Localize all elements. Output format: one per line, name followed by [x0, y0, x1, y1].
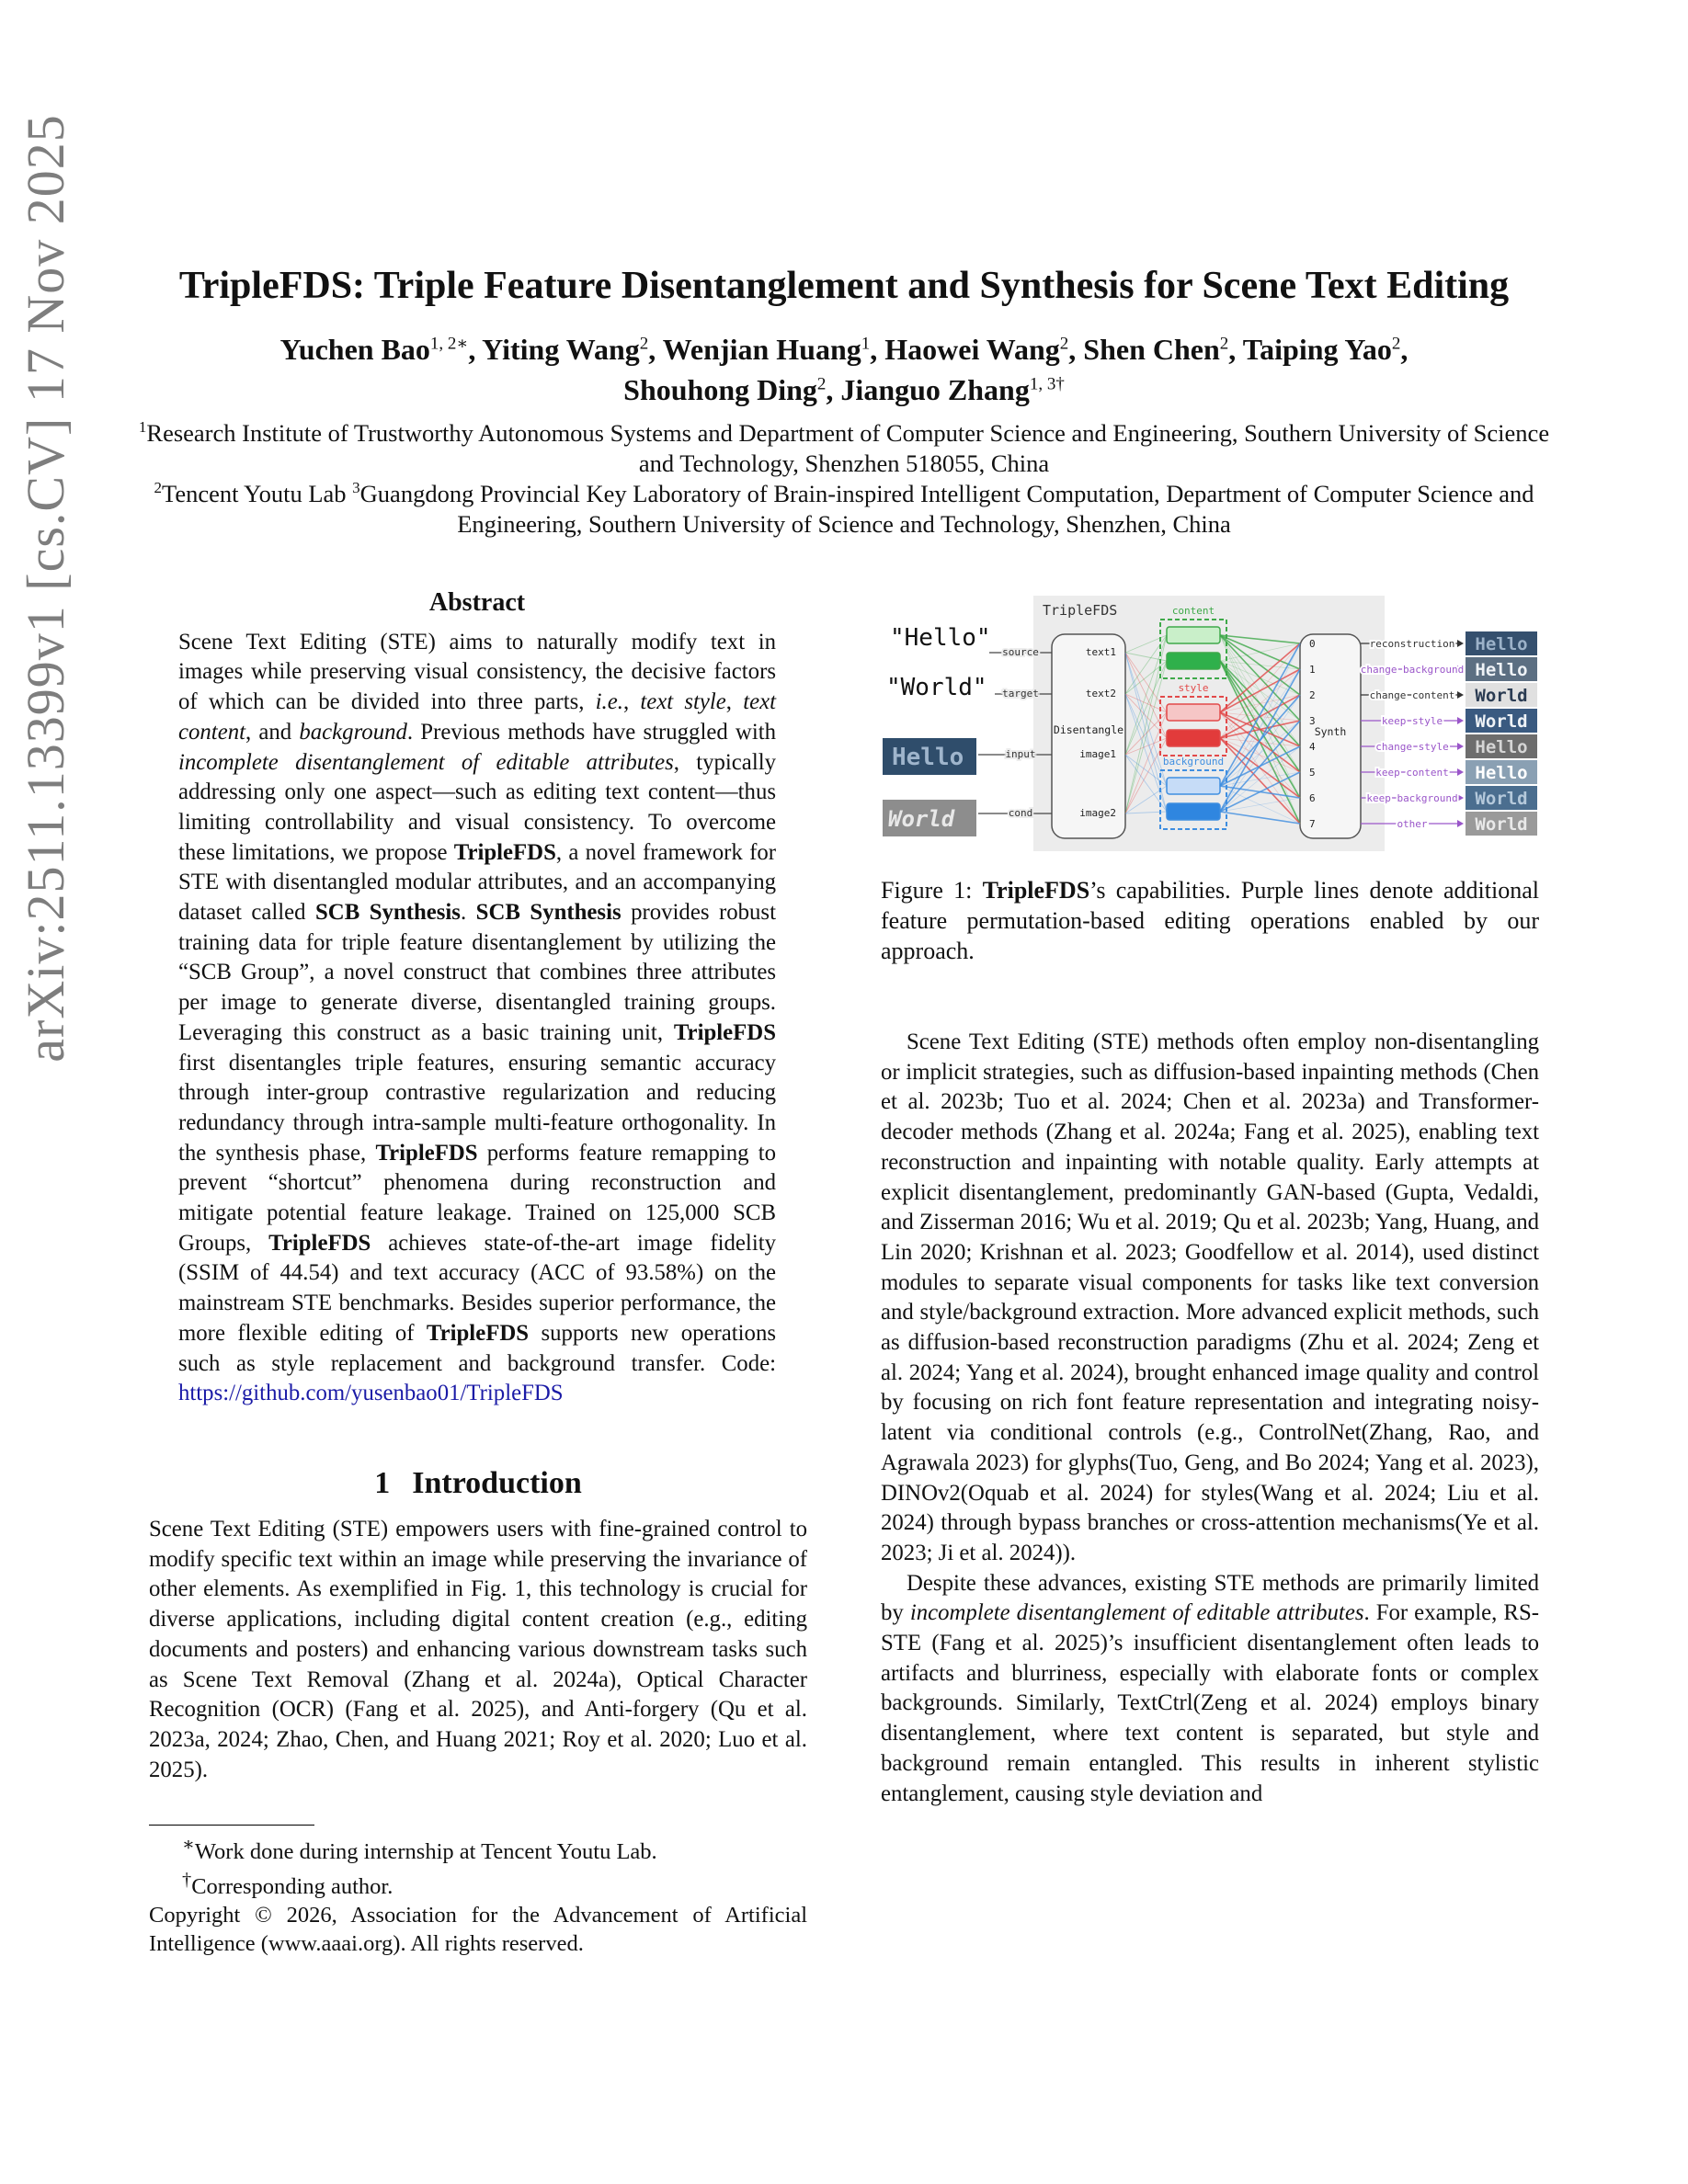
operation-arrowhead	[1457, 768, 1464, 776]
feature-a-background	[1167, 778, 1220, 794]
synth-slot-5: 5	[1309, 767, 1316, 779]
author-line-1: Yuchen Bao$^{1, 2∗}$, Yiting Wang$^2$, Wenjian Huang$^1$, Haowei Wang$^2$, Shen Chen$^2$, Taiping Yao$^2$,	[279, 333, 1409, 366]
author-affiliation-mark: 1	[861, 334, 871, 354]
synth-label: Synth	[1314, 725, 1347, 738]
author-name: Yuchen Bao	[279, 333, 430, 366]
input-label-source: source	[1002, 646, 1039, 658]
group-label-background: background	[1162, 756, 1225, 768]
disentangle-label: Disentangle	[1053, 723, 1124, 736]
operation-label: reconstruction	[1369, 638, 1455, 650]
encoder-slot-text1: text1	[1085, 646, 1116, 658]
feature-b-style	[1167, 730, 1220, 746]
author-affiliation-mark: 1, 2∗	[429, 334, 469, 354]
output-image-text: World	[1475, 686, 1528, 706]
encoder-slot-image2: image2	[1079, 807, 1116, 819]
affiliation-2-3: $^2$Tencent Youtu Lab $^3$Guangdong Provincial Key Laboratory of Brain-inspired Intelligent Computation, Department of Computer Science and Engineering, Southern University of Science and Technology, Shenzhen, China	[154, 479, 1534, 538]
input-word-world: "World"	[886, 674, 987, 701]
synth-slot-2: 2	[1309, 689, 1316, 701]
input-word-hello: "Hello"	[890, 624, 991, 652]
figure-1	[881, 596, 1539, 851]
operation-arrowhead	[1457, 794, 1464, 802]
feature-a-content	[1167, 627, 1220, 643]
operation-label: change content	[1369, 689, 1455, 701]
input-label-cond: cond	[1008, 807, 1033, 819]
author-list	[147, 329, 1541, 410]
output-image-text: World	[1475, 711, 1528, 732]
intro-heading: 1 Introduction	[374, 1466, 582, 1500]
abstract-heading: Abstract	[428, 588, 526, 617]
figure-1-diagram	[881, 596, 1539, 851]
output-image-text: Hello	[1475, 737, 1528, 757]
code-link[interactable]: https://github.com/yusenbao01/TripleFDS	[178, 1381, 564, 1406]
copyright-notice: Copyright © 2026, Association for the Advancement of Artificial Intelligence (www.aaai.org). All rights reserved.	[149, 1903, 807, 1957]
author-name: Haowei Wang	[884, 333, 1060, 366]
synth-slot-4: 4	[1309, 741, 1316, 753]
figure-1-caption: Figure 1: TripleFDS’s capabilities. Purple lines denote additional feature permutation-based editing operations enabled by our approach.	[881, 877, 1539, 964]
synth-slot-7: 7	[1309, 818, 1316, 830]
paper-title: TripleFDS: Triple Feature Disentanglement and Synthesis for Scene Text Editing	[178, 265, 1510, 307]
input-label-target: target	[1002, 688, 1039, 700]
affiliations	[138, 418, 1550, 540]
output-image-text: World	[1475, 789, 1528, 809]
footnote-2: †Corresponding author.	[182, 1870, 393, 1900]
feature-b-background	[1167, 803, 1220, 820]
group-label-style: style	[1178, 682, 1209, 694]
figure-title: TripleFDS	[1043, 602, 1118, 619]
output-image-text: Hello	[1475, 763, 1528, 783]
operation-arrowhead	[1457, 640, 1464, 647]
author-name: Wenjian Huang	[662, 333, 861, 366]
operation-label: keep background	[1366, 792, 1458, 804]
encoder-slot-text2: text2	[1085, 688, 1116, 700]
author-name: Shouhong Ding	[623, 373, 817, 406]
operation-label: other	[1397, 818, 1428, 830]
right-column-text	[881, 1028, 1539, 1809]
output-image-text: Hello	[1475, 634, 1528, 654]
synth-slot-3: 3	[1309, 715, 1316, 727]
author-affiliation-mark: 2	[816, 374, 827, 394]
paragraph-related-methods: Scene Text Editing (STE) methods often employ non-disentangling or implicit strategies, such as diffusion-based inpainting methods (Chen et al. 2023b; Tuo et al. 2024; Chen et al. 2023a) and Transformer-decoder methods (Zhang et al. 2024a; Fang et al. 2025), enabling text reconstruction and inpainting with notable quality. Early attempts at explicit disentanglement, predominantly GAN-based (Gupta, Vedaldi, and Zisserman 2016; Wu et al. 2019; Qu et al. 2023b; Yang, Huang, and Lin 2020; Krishnan et al. 2023; Goodfellow et al. 2014), used distinct modules to separate visual components for tasks like text conversion and style/background extraction. More advanced explicit methods, such as diffusion-based reconstruction paradigms (Zhu et al. 2024; Zeng et al. 2024; Yang et al. 2024), brought enhanced image quality and control by focusing on rich font feature representation and integrating noisy-latent via conditional controls (e.g., ControlNet(Zhang, Rao, and Agrawala 2023) for glyphs(Tuo, Geng, and Bo 2024; Yang et al. 2023), DINOv2(Oquab et al. 2024) for styles(Wang et al. 2024; Liu et al. 2024) through bypass branches or cross-attention mechanisms(Ye et al. 2023; Ji et al. 2024)).	[881, 1029, 1539, 1565]
operation-label: change background	[1360, 664, 1465, 676]
author-name: Shen Chen	[1083, 333, 1220, 366]
feature-a-style	[1167, 704, 1220, 721]
author-name: Yiting Wang	[482, 333, 640, 366]
author-affiliation-mark: 1, 3†	[1029, 374, 1065, 394]
author-affiliation-mark: 2	[639, 334, 649, 354]
affiliation-1: $^1$Research Institute of Trustworthy Autonomous Systems and Department of Computer Science and Engineering, Southern University of Science and Technology, Shenzhen 518055, China	[138, 418, 1550, 477]
arxiv-identifier: arXiv:2511.13399v1 [cs.CV] 17 Nov 2025	[16, 114, 75, 1063]
group-label-content: content	[1171, 605, 1215, 617]
operation-label: keep content	[1375, 767, 1449, 779]
abstract-text: Scene Text Editing (STE) aims to naturally modify text in images while preserving visual consistency, the decisive factors of which can be divided into three parts, i.e., text style, text content, and background. Previous methods have struggled with incomplete disentanglement of editable attributes, typically addressing only one aspect—such as editing text content—thus limiting controllability and visual consistency. To overcome these limitations, we propose TripleFDS, a novel framework for STE with disentangled modular attributes, and an accompanying dataset called SCB Synthesis. SCB Synthesis provides robust training data for triple feature disentanglement by utilizing the “SCB Group”, a novel construct that combines three attributes per image to generate diverse, disentangled training groups. Leveraging this construct as a basic training unit, TripleFDS first disentangles triple features, ensuring semantic accuracy through inter-group contrastive regularization and reducing redundancy through intra-sample multi-feature orthogonality. In the synthesis phase, TripleFDS performs feature remapping to prevent “shortcut” phenomena during reconstruction and mitigate potential feature leakage. Trained on 125,000 SCB Groups, TripleFDS achieves state-of-the-art image fidelity (SSIM of 44.54) and text accuracy (ACC of 93.58%) on the mainstream STE benchmarks. Besides superior performance, the more flexible editing of TripleFDS supports new operations such as style replacement and background transfer. Code: https://github.com/yusenbao01/TripleFDS	[178, 629, 776, 1406]
intro-text: Scene Text Editing (STE) empowers users with fine-grained control to modify specific text within an image while preserving the invariance of other elements. As exemplified in Fig. 1, this technology is crucial for diverse applications, including digital content creation (e.g., editing documents and posters) and enhancing various downstream tasks such as Scene Text Removal (Zhang et al. 2024a), Optical Character Recognition (OCR) (Fang et al. 2025), and Anti-forgery (Qu et al. 2023a, 2024; Zhao, Chen, and Huang 2021; Roy et al. 2020; Luo et al. 2025).	[149, 1517, 807, 1782]
operation-label: keep style	[1381, 715, 1443, 727]
operation-arrowhead	[1457, 743, 1464, 750]
output-image-text: World	[1475, 814, 1528, 835]
author-affiliation-mark: 2	[1391, 334, 1401, 354]
synth-slot-0: 0	[1309, 638, 1316, 650]
input-image-text: Hello	[892, 744, 964, 771]
author-line-2: Shouhong Ding$^2$, Jianguo Zhang$^{1, 3\dagger}$	[623, 373, 1065, 406]
cond-image-text: World	[888, 806, 955, 832]
output-image-text: Hello	[1475, 660, 1528, 680]
operation-arrowhead	[1457, 820, 1464, 827]
synth-slot-6: 6	[1309, 792, 1316, 804]
abstract-section	[178, 588, 776, 1409]
footnote-1: ∗Work done during internship at Tencent Youtu Lab.	[182, 1835, 657, 1865]
input-label-input: input	[1005, 748, 1036, 760]
author-name: Taiping Yao	[1242, 333, 1392, 366]
paragraph-limitations: Despite these advances, existing STE methods are primarily limited by incomplete disentanglement of editable attributes. For example, RS-STE (Fang et al. 2025)’s insufficient disentanglement often leads to artifacts and blurriness, especially with elaborate fonts or complex backgrounds. Similarly, TextCtrl(Zeng et al. 2024) employs binary disentanglement, where text content is separated, but style and background remain entangled. This results in inherent stylistic entanglement, causing style deviation and	[881, 1570, 1539, 1806]
footnotes	[149, 1831, 807, 1958]
footnote-rule	[149, 1825, 314, 1826]
operation-arrowhead	[1457, 717, 1464, 724]
author-name: Jianguo Zhang	[840, 373, 1030, 406]
synth-slot-1: 1	[1309, 664, 1316, 676]
author-affiliation-mark: 2	[1059, 334, 1069, 354]
operation-arrowhead	[1457, 691, 1464, 699]
operation-label: change style	[1375, 741, 1449, 753]
author-affiliation-mark: 2	[1219, 334, 1229, 354]
encoder-slot-image1: image1	[1079, 748, 1116, 760]
feature-b-content	[1167, 653, 1220, 669]
